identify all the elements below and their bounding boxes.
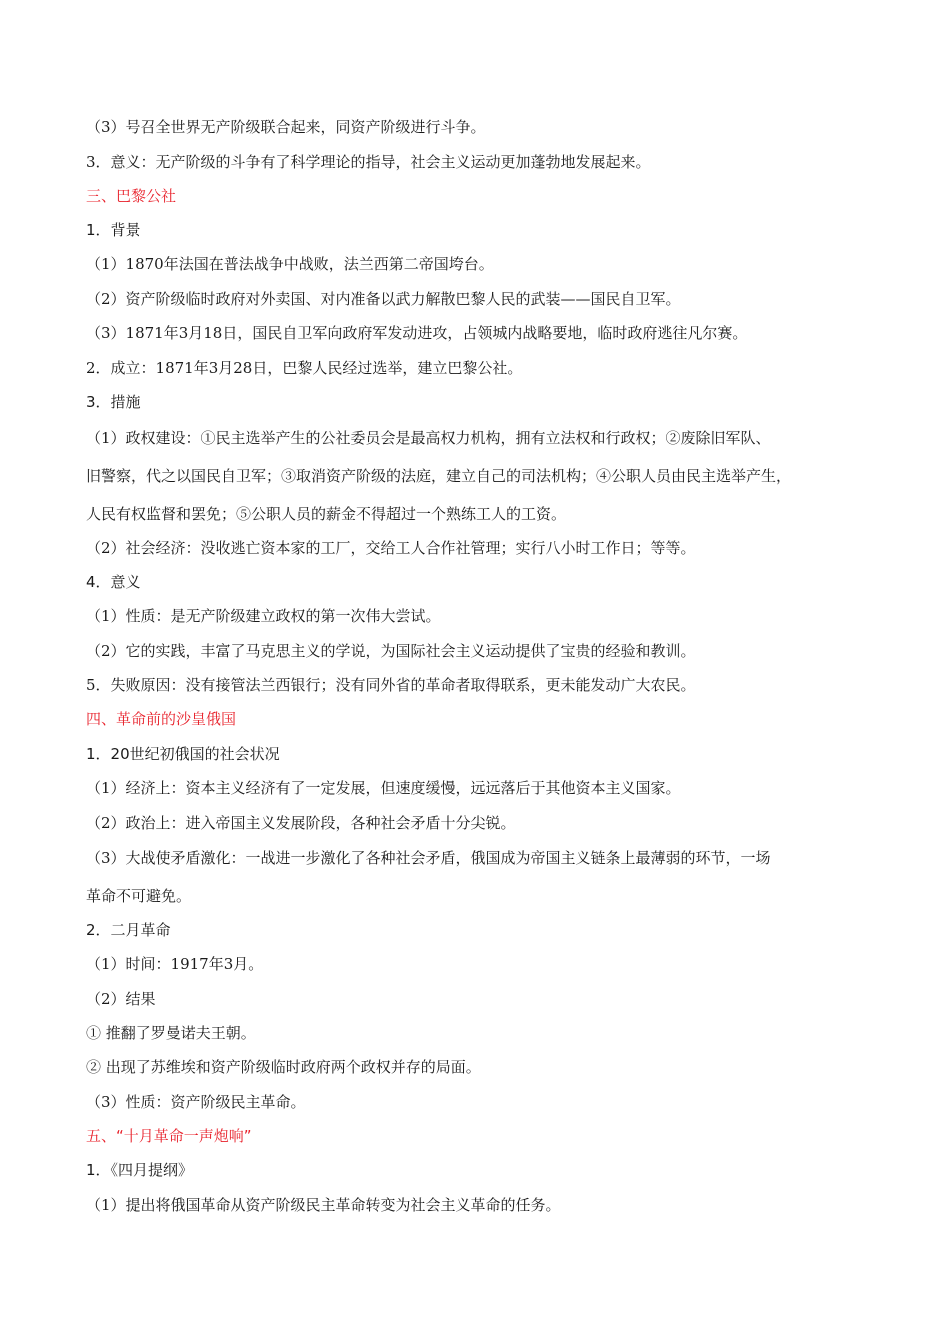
text-line: （1）性质：是无产阶级建立政权的第一次伟大尝试。 (86, 607, 441, 625)
text-line: （1）经济上：资本主义经济有了一定发展，但速度缓慢，远远落后于其他资本主义国家。 (86, 779, 681, 797)
subheading: 3．措施 (86, 393, 141, 411)
text-line: （1）时间：1917年3月。 (86, 955, 264, 973)
text-line: 3．意义：无产阶级的斗争有了科学理论的指导，社会主义运动更加蓬勃地发展起来。 (86, 153, 651, 171)
text-line: （1）政权建设：①民主选举产生的公社委员会是最高权力机构，拥有立法权和行政权；②废除旧军队、 (86, 429, 771, 447)
subheading: 1．背景 (86, 221, 141, 239)
text-line: （3）1871年3月18日，国民自卫军向政府军发动进攻，占领城内战略要地，临时政府逃往凡尔赛。 (86, 324, 748, 342)
text-line: （2）资产阶级临时政府对外卖国、对内准备以武力解散巴黎人民的武装——国民自卫军。 (86, 290, 681, 308)
text-line: 2．成立：1871年3月28日，巴黎人民经过选举，建立巴黎公社。 (86, 359, 523, 377)
text-line: ② 出现了苏维埃和资产阶级临时政府两个政权并存的局面。 (86, 1058, 481, 1076)
text-line: （2）社会经济：没收逃亡资本家的工厂，交给工人合作社管理；实行八小时工作日；等等。 (86, 539, 696, 557)
text-line: 革命不可避免。 (86, 887, 192, 905)
section-heading: 四、革命前的沙皇俄国 (86, 710, 237, 728)
section-heading: 三、巴黎公社 (86, 187, 177, 205)
text-line: ① 推翻了罗曼诺夫王朝。 (86, 1024, 256, 1042)
text-line: （2）结果 (86, 990, 156, 1008)
text-line: （1）1870年法国在普法战争中战败，法兰西第二帝国垮台。 (86, 255, 494, 273)
subheading: 1．20世纪初俄国的社会状况 (86, 745, 280, 763)
text-line: （3）大战使矛盾激化：一战进一步激化了各种社会矛盾，俄国成为帝国主义链条上最薄弱的环节，一场 (86, 849, 771, 867)
subheading: 1．《四月提纲》 (86, 1161, 194, 1179)
text-line: 5．失败原因：没有接管法兰西银行；没有同外省的革命者取得联系，更未能发动广大农民。 (86, 676, 696, 694)
subheading: 4．意义 (86, 573, 141, 591)
subheading: 2．二月革命 (86, 921, 171, 939)
text-line: （3）号召全世界无产阶级联合起来，同资产阶级进行斗争。 (86, 118, 486, 136)
text-line: （1）提出将俄国革命从资产阶级民主革命转变为社会主义革命的任务。 (86, 1196, 561, 1214)
text-line: 旧警察，代之以国民自卫军；③取消资产阶级的法庭，建立自己的司法机构；④公职人员由民主选举产生， (86, 467, 792, 485)
text-line: 人民有权监督和罢免；⑤公职人员的薪金不得超过一个熟练工人的工资。 (86, 505, 567, 523)
text-line: （2）它的实践，丰富了马克思主义的学说，为国际社会主义运动提供了宝贵的经验和教训。 (86, 642, 696, 660)
text-line: （2）政治上：进入帝国主义发展阶段，各种社会矛盾十分尖锐。 (86, 814, 516, 832)
section-heading: 五、“十月革命一声炮响” (86, 1127, 252, 1145)
text-line: （3）性质：资产阶级民主革命。 (86, 1093, 306, 1111)
